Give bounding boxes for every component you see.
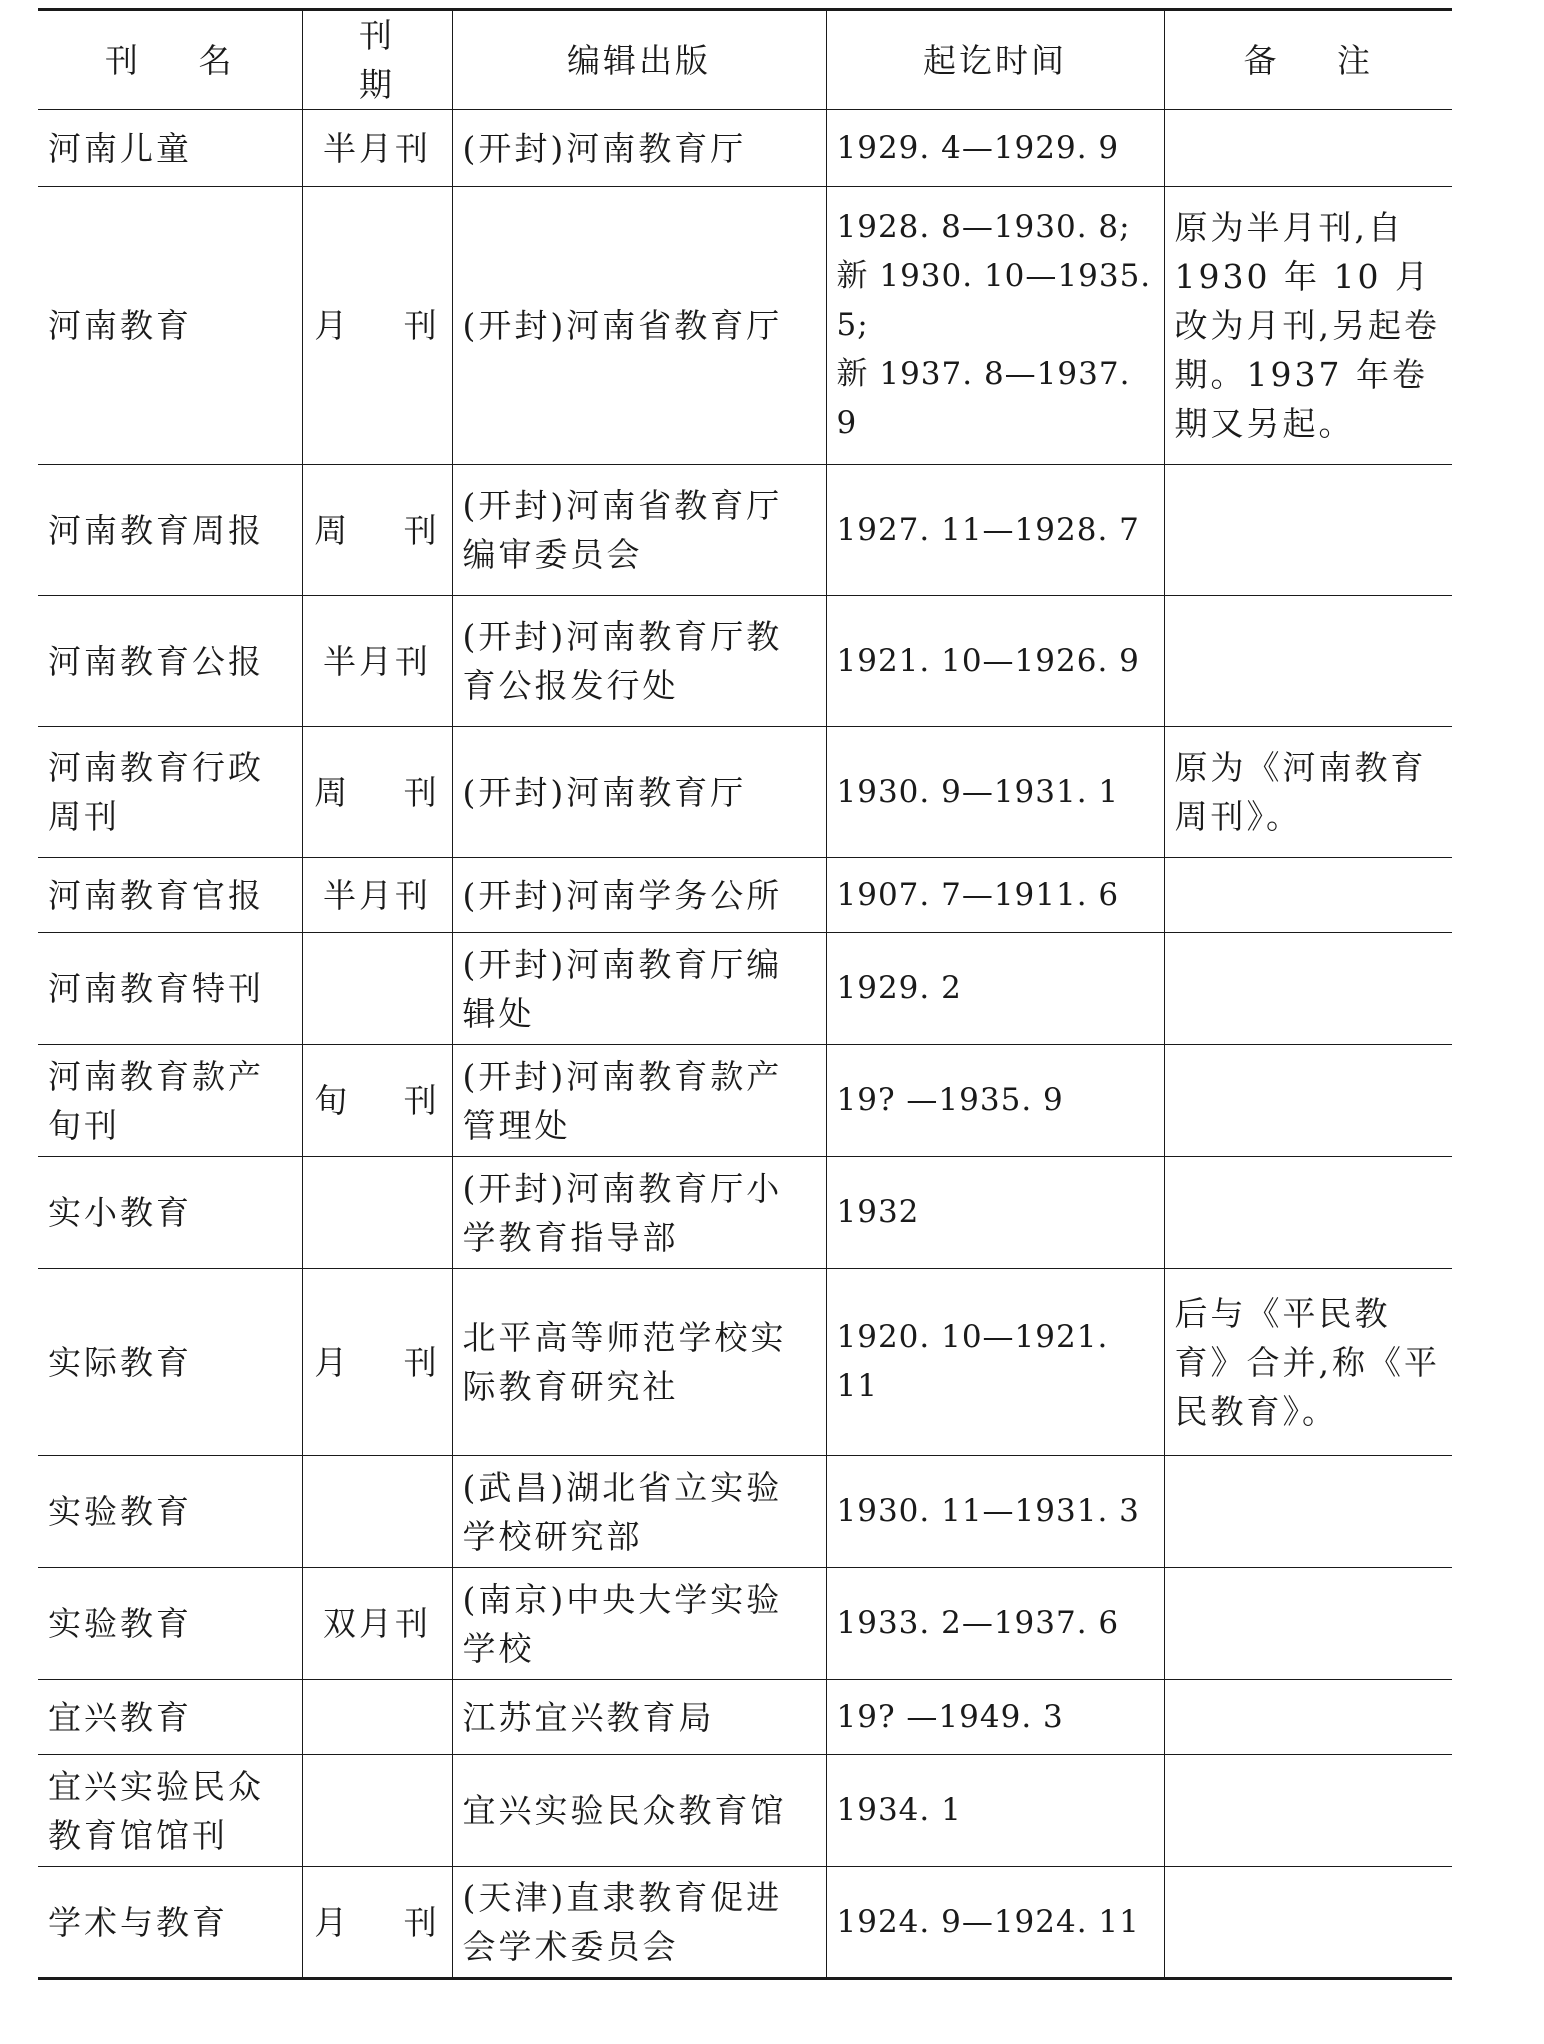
cell-name: 实小教育 xyxy=(38,1157,302,1269)
cell-frequency: 周 刊 xyxy=(302,727,452,858)
cell-name: 宜兴教育 xyxy=(38,1680,302,1755)
cell-publisher: (武昌)湖北省立实验学校研究部 xyxy=(452,1456,826,1568)
cell-name: 学术与教育 xyxy=(38,1867,302,1979)
table-row xyxy=(38,933,1452,1045)
cell-name: 河南教育 xyxy=(38,187,302,465)
cell-notes: 后与《平民教育》合并,称《平民教育》。 xyxy=(1164,1269,1452,1456)
cell-period: 1927. 11—1928. 7 xyxy=(826,465,1164,596)
table-row xyxy=(38,858,1452,933)
cell-period: 1934. 1 xyxy=(826,1755,1164,1867)
cell-name: 河南儿童 xyxy=(38,110,302,187)
table-row xyxy=(38,1755,1452,1867)
cell-publisher: (开封)河南教育款产管理处 xyxy=(452,1045,826,1157)
cell-publisher: (南京)中央大学实验学校 xyxy=(452,1568,826,1680)
cell-period: 1907. 7—1911. 6 xyxy=(826,858,1164,933)
table-row xyxy=(38,1568,1452,1680)
cell-frequency: 半月刊 xyxy=(302,858,452,933)
cell-name: 实验教育 xyxy=(38,1568,302,1680)
cell-publisher: (开封)河南教育厅 xyxy=(452,110,826,187)
table-row xyxy=(38,727,1452,858)
cell-period: 1929. 2 xyxy=(826,933,1164,1045)
cell-publisher: (天津)直隶教育促进会学术委员会 xyxy=(452,1867,826,1979)
table-row xyxy=(38,465,1452,596)
cell-frequency xyxy=(302,1157,452,1269)
header-frequency: 刊 期 xyxy=(302,10,452,110)
cell-name: 河南教育公报 xyxy=(38,596,302,727)
cell-name: 实验教育 xyxy=(38,1456,302,1568)
cell-period: 1921. 10—1926. 9 xyxy=(826,596,1164,727)
cell-period: 1930. 11—1931. 3 xyxy=(826,1456,1164,1568)
header-period: 起讫时间 xyxy=(826,10,1164,110)
table-row xyxy=(38,1867,1452,1979)
cell-notes xyxy=(1164,933,1452,1045)
table-row xyxy=(38,1045,1452,1157)
cell-name: 实际教育 xyxy=(38,1269,302,1456)
cell-notes xyxy=(1164,1456,1452,1568)
cell-period: 1932 xyxy=(826,1157,1164,1269)
cell-name: 河南教育官报 xyxy=(38,858,302,933)
cell-notes xyxy=(1164,110,1452,187)
header-notes: 备 注 xyxy=(1164,10,1452,110)
cell-period: 19? —1949. 3 xyxy=(826,1680,1164,1755)
cell-frequency xyxy=(302,1755,452,1867)
cell-period: 1929. 4—1929. 9 xyxy=(826,110,1164,187)
cell-frequency: 月 刊 xyxy=(302,1269,452,1456)
cell-publisher: (开封)河南省教育厅 xyxy=(452,187,826,465)
cell-notes xyxy=(1164,1755,1452,1867)
cell-name: 河南教育周报 xyxy=(38,465,302,596)
table-row xyxy=(38,1456,1452,1568)
cell-period: 1928. 8—1930. 8; 新 1930. 10—1935. 5; 新 1937. 8—1937. 9 xyxy=(826,187,1164,465)
cell-frequency: 周 刊 xyxy=(302,465,452,596)
cell-publisher: (开封)河南教育厅教育公报发行处 xyxy=(452,596,826,727)
cell-notes xyxy=(1164,1045,1452,1157)
cell-notes: 原为半月刊,自 1930 年 10 月改为月刊,另起卷期。1937 年卷期又另起。 xyxy=(1164,187,1452,465)
table-row xyxy=(38,187,1452,465)
cell-notes xyxy=(1164,1568,1452,1680)
header-publisher: 编辑出版 xyxy=(452,10,826,110)
table-row xyxy=(38,1157,1452,1269)
cell-notes xyxy=(1164,596,1452,727)
cell-publisher: (开封)河南省教育厅编审委员会 xyxy=(452,465,826,596)
cell-period: 1920. 10—1921. 11 xyxy=(826,1269,1164,1456)
cell-publisher: (开封)河南教育厅编辑处 xyxy=(452,933,826,1045)
cell-period: 1933. 2—1937. 6 xyxy=(826,1568,1164,1680)
cell-frequency: 月 刊 xyxy=(302,187,452,465)
cell-name: 河南教育款产旬刊 xyxy=(38,1045,302,1157)
cell-frequency xyxy=(302,1680,452,1755)
cell-notes: 原为《河南教育周刊》。 xyxy=(1164,727,1452,858)
periodicals-table xyxy=(38,8,1452,1980)
cell-period: 1924. 9—1924. 11 xyxy=(826,1867,1164,1979)
cell-notes xyxy=(1164,1680,1452,1755)
cell-frequency: 双月刊 xyxy=(302,1568,452,1680)
cell-notes xyxy=(1164,1157,1452,1269)
header-row xyxy=(38,10,1452,110)
cell-period: 1930. 9—1931. 1 xyxy=(826,727,1164,858)
cell-publisher: 江苏宜兴教育局 xyxy=(452,1680,826,1755)
cell-period: 19? —1935. 9 xyxy=(826,1045,1164,1157)
table-row xyxy=(38,1680,1452,1755)
cell-name: 宜兴实验民众教育馆馆刊 xyxy=(38,1755,302,1867)
cell-publisher: 北平高等师范学校实际教育研究社 xyxy=(452,1269,826,1456)
cell-publisher: (开封)河南教育厅小学教育指导部 xyxy=(452,1157,826,1269)
header-name: 刊 名 xyxy=(38,10,302,110)
table-row xyxy=(38,1269,1452,1456)
cell-name: 河南教育行政周刊 xyxy=(38,727,302,858)
cell-frequency xyxy=(302,933,452,1045)
cell-frequency xyxy=(302,1456,452,1568)
cell-frequency: 半月刊 xyxy=(302,596,452,727)
table-row xyxy=(38,596,1452,727)
cell-notes xyxy=(1164,465,1452,596)
cell-publisher: 宜兴实验民众教育馆 xyxy=(452,1755,826,1867)
cell-publisher: (开封)河南教育厅 xyxy=(452,727,826,858)
cell-frequency: 旬 刊 xyxy=(302,1045,452,1157)
cell-notes xyxy=(1164,1867,1452,1979)
cell-notes xyxy=(1164,858,1452,933)
cell-name: 河南教育特刊 xyxy=(38,933,302,1045)
cell-frequency: 半月刊 xyxy=(302,110,452,187)
cell-publisher: (开封)河南学务公所 xyxy=(452,858,826,933)
cell-frequency: 月 刊 xyxy=(302,1867,452,1979)
table-row xyxy=(38,110,1452,187)
